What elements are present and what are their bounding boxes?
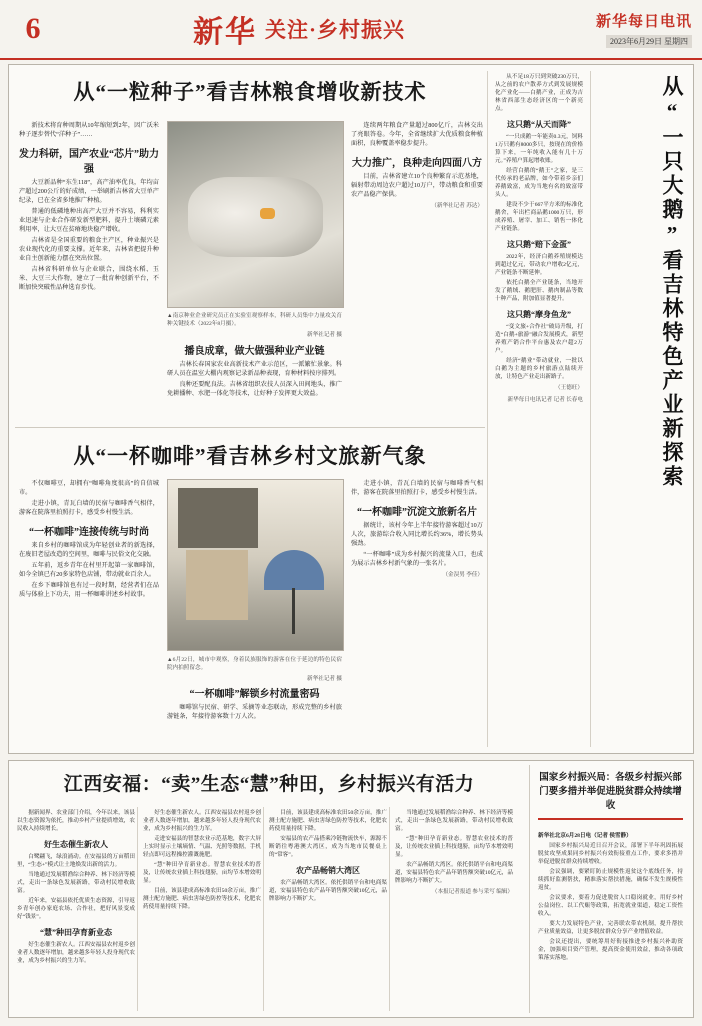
article3-column: [493, 73, 585, 745]
article2-subhead-3: “一杯咖啡”沉淀文旅新名片: [357, 507, 477, 518]
article1-subhead-2: 播良成章，做大做强种业产业链: [184, 346, 325, 357]
paper-name: 新华每日电讯: [595, 13, 692, 30]
article1-byline: （新华社记者 苏达）: [431, 203, 483, 209]
lower-divider-1: [137, 807, 138, 1011]
notice-p2: 会议强调，要紧盯防止规模性返贫这个底线任务，持续抓好监测帮扶，精准落实帮扶措施，确保不发生规模性返贫。: [538, 869, 683, 891]
article2-p7a: 走进小镇，青瓦白墙的民宿与咖啡香气相伴，游客在院落里拍照打卡，感受乡村慢生活。: [351, 480, 483, 496]
notice-p3: 会议要求，要着力促进脱贫人口稳岗就业，用好乡村公益岗位、以工代赈等政策，拓宽就业渠道，稳定工资性收入。: [538, 895, 683, 917]
article2: [15, 433, 485, 749]
article1-p7: 连续两年粮食产量超过800亿斤，吉林交出了亮眼答卷。今年，全省继续扩大优质粮食种植面积，良种覆盖率稳步提升。: [351, 122, 483, 147]
article4-col2: [143, 809, 261, 913]
article4-p9: 安福县的农产品搭乘冷链物流快车，源源不断销往粤港澳大湾区，成为当地市民餐桌上的“常客”。: [269, 836, 387, 858]
article1-p3: 吉林省是全国重要的粮食主产区，种业振兴是农业现代化的重要支撑。近年来，吉林省把提升种业自主创新能力摆在突出位置。: [19, 237, 159, 262]
lower-divider-3: [389, 807, 390, 1011]
article2-photo-umbrella-handle: [292, 588, 295, 634]
article3-p5: 2022年，经济白鹅养殖规模达到超过亿元，带动农户增收2亿元，产业链条不断延伸。: [495, 254, 583, 276]
article4-headline: 江西安福：“卖”生态“慧”种田，乡村振兴有活力: [63, 774, 475, 795]
notice-title: 国家乡村振兴局：各级乡村振兴部门要多措并举促进脱贫群众持续增收: [539, 773, 682, 811]
article4-p3b: 当地通过发展稻渔综合种养、林下经济等模式，走出一条绿色发展新路，带动村民增收致富。: [395, 810, 513, 832]
article3-subhead-3: 这只鹅“摩身鱼龙”: [507, 310, 571, 319]
lower-divider-2: [263, 807, 264, 1011]
article3-p3: 经营白鹅的“鹅王”之家，是三代传承的老品牌，如今带着乡亲们养鹅致富，成为当地有名的致富带头人。: [495, 168, 583, 198]
article4-col3: [269, 809, 387, 905]
article3-source: 新华每日电讯记者 记者 长春电: [507, 397, 583, 403]
article3-p8: 经济“鹅业”带动就业，一批以白鹅为主题的乡村旅游点陆续开放，让特色产业走出新路子。: [495, 358, 583, 380]
article1-p2: 普通的低磷地种出高产大豆并不容易，科利实业迅速与企业合作研发新型肥料，提升土壤磷元素利用率，让大豆在贫瘠地块稳产增收。: [19, 208, 159, 233]
notice-p4: 要大力发展特色产业，完善联农带农机制，提升帮扶产业质量效益，让更多脱贫群众分享产业增值收益。: [538, 921, 683, 935]
article2-subhead-2: “一杯咖啡”解锁乡村流量密码: [189, 689, 320, 700]
article3-p4: 建设不少于667平方米的标准化鹅舍，年出栏商品鹅1000万只，形成养殖、屠宰、加工、销售一体化产业链条。: [495, 202, 583, 232]
article-divider: [15, 427, 485, 428]
article2-p1: 不仅咖啡豆，却拥有“咖啡角度很高”的自信城市。: [19, 480, 159, 496]
article1: [15, 69, 485, 409]
article1-photo-hand: [188, 177, 323, 257]
article3-vertical-headline: 从“一只大鹅”看吉林特色产业新探索: [660, 75, 684, 489]
article2-p5: 在乡下咖啡馆也有过一段时期，经营者们在品质与体验上下功夫，用一杯咖啡讲述乡村故事。: [19, 582, 159, 598]
page-number: 6: [25, 12, 41, 45]
article4-p8: 目前，该县建成高标准农田50余万亩，推广测土配方施肥、病虫害绿色防控等技术，化肥农药使用量持续下降。: [269, 810, 387, 832]
article2-photo-roof: [178, 488, 258, 548]
article4-col1: [17, 809, 135, 967]
article4-p2: 白鹭翩飞，绿浪涌动。在安福县的万亩稻田里，“生态+”模式让土地焕发出新的活力。: [17, 854, 135, 868]
article4-p1: 据新闻界、农业部门介绍，今年以来，该县以生态资源为依托，推动乡村产业提质增效，农民收入持续增长。: [17, 810, 135, 832]
xinhua-logo: 新华: [192, 15, 257, 50]
article4-p5: 好生态催生新农人。江西安福县农村返乡创业者人数逐年增加，越来越多年轻人投身现代农业，成为乡村振兴的生力军。: [143, 810, 261, 832]
article3-subhead-1: 这只鹅“从天而降”: [507, 120, 571, 129]
article2-p2: 走进小镇，青瓦白墙的民宿与咖啡香气相伴，游客在院落里拍照打卡，感受乡村慢生活。: [19, 500, 159, 516]
article3-p1: 从不足18万只到突破230万只，从之前的农户散养方式到发展规模化产业化——白鹅产业，正成为吉林省西部生态经济区的一个新亮点。: [495, 74, 583, 112]
article1-p4: 吉林省科研单位与企业联合，围绕水稻、玉米、大豆三大作物，建立了一批育种创新平台，不断加快突破性品种选育步伐。: [19, 266, 159, 291]
article2-p7: 据统计，该村今年上半年接待游客超过10万人次，旅游综合收入同比增长约36%，增长势头强劲。: [351, 522, 483, 547]
notice-dateline: 新华社北京6月28日电（记者 侯雪静）: [538, 833, 632, 839]
article1-subhead-1: 发力科研，国产农业“芯片”助力强: [19, 149, 159, 175]
article2-byline: （金淏男 李佳）: [442, 572, 483, 578]
article2-headline: 从“一杯咖啡”看吉林乡村文旅新气象: [73, 444, 427, 468]
article4-p4: 近年来，安福县依托优质生态资源，引导返乡青年创办家庭农场、合作社，把好风景变成好“钱景”。: [17, 898, 135, 920]
notice-p1: 国家乡村振兴局近日召开会议，部署下半年巩固拓展脱贫攻坚成果同乡村振兴有效衔接重点工作，要求多措并举促进脱贫群众持续增收。: [538, 843, 683, 865]
article4-p7: “慧”种田孕育新业态。智慧农业技术的普及，让传统农业插上科技翅膀，亩均节本增效明显。: [143, 862, 261, 884]
article1-headline: 从“一粒种子”看吉林粮食增收新技术: [73, 80, 427, 104]
notice-p5: 会议还提出，要统筹用好衔接推进乡村振兴补助资金，加强项目资产管理，提高资金使用效益，推动各项政策落实落地。: [538, 939, 683, 961]
article3-p7: “变文旅+合作社”破局升级，打造“白鹅+旅游”融合发展模式，新型养殖产销合作平台惠及农户超2万户。: [495, 324, 583, 354]
article4-p10b: 农产品畅销大湾区。依托供销平台和电商渠道，安福县特色农产品年销售额突破10亿元，品牌影响力不断扩大。: [395, 862, 513, 884]
lower-section: [8, 760, 694, 1018]
notice-box: [529, 765, 689, 1013]
article1-p1: 大豆新品种“东生118”，高产油率优良，年均亩产超过200公斤的好成绩，一举刷新吉林省大豆单产纪录，已在全省多地推广种植。: [19, 179, 159, 204]
article2-photo-caption: ▲6月22日，城市中观察，身着民族服饰的游客在位于延边的特色民宿院内拍照留念。: [167, 657, 342, 671]
column-divider-right: [590, 71, 591, 747]
masthead-topic: 关注·乡村振兴: [264, 18, 405, 42]
article1-subhead-3: 大力推广，良种走向四面八方: [352, 158, 482, 169]
article1-p6: 良种还要配良法。吉林省组织农技人员深入田间地头，推广免耕播种、水肥一体化等技术，让好种子发挥更大效益。: [167, 381, 342, 397]
article2-photo: [167, 479, 344, 651]
article4-p8b: 目前，该县建成高标准农田50余万亩，推广测土配方施肥、病虫害绿色防控等技术，化肥农药使用量持续下降。: [143, 888, 261, 910]
article4-p5b: 好生态催生新农人。江西安福县农村返乡创业者人数逐年增加，越来越多年轻人投身现代农业，成为乡村振兴的生力军。: [17, 942, 135, 964]
article2-p8: “一杯咖啡”成为乡村振兴的流量入口，也成为展示吉林乡村新气象的一张名片。: [351, 551, 483, 567]
masthead-center: [56, 7, 542, 51]
article2-photo-credit: 新华社记者 摄: [307, 676, 342, 682]
article1-p8: 目前，吉林省建立10个良种繁育示范基地，辐射带动周边农户超过10万户，带动粮食和重要农产品稳产保供。: [351, 173, 483, 198]
article3-byline: （王德旺）: [555, 385, 583, 391]
article1-photo-seed: [260, 208, 275, 219]
article4-p6: 走进安福县的智慧农业示范基地，数字大屏上实时显示土壤墒情、气温、光照等数据，手机轻点即可远程操控灌溉施肥。: [143, 836, 261, 858]
article2-p6: 咖啡馆与民宿、研学、采摘等业态联动，形成完整的乡村旅游链条，年接待游客数十万人次。: [167, 704, 342, 720]
article4-p7b: “慧”种田孕育新业态。智慧农业技术的普及，让传统农业插上科技翅膀，亩均节本增效明显。: [395, 836, 513, 858]
article4-col4: [395, 809, 513, 895]
main-article-frame: [8, 64, 694, 754]
article4-subhead-1: 好生态催生新农人: [44, 840, 108, 849]
article4-p10: 农产品畅销大湾区。依托供销平台和电商渠道，安福县特色农产品年销售额突破10亿元，品牌影响力不断扩大。: [269, 880, 387, 902]
article1-photo-credit: 新华社记者 摄: [307, 332, 342, 338]
masthead-right: [542, 10, 692, 49]
column-divider-mid: [487, 71, 488, 747]
article1-photo-caption: ▲南京种业企业研究员正在实验室观察样本，科研人员集中力量攻关育种关键技术（2022年8月摄）。: [167, 313, 342, 327]
notice-rule: [538, 818, 683, 820]
article3-subhead-2: 这只鹅“赔下金蛋”: [507, 240, 571, 249]
article3-p2: “一只成鹅一年能卖0.3元，饲料1万只鹅有8000多只，按现在的价格算下来，一年纯收入能有几十万元。”养殖户算起增收账。: [495, 134, 583, 164]
article2-photo-wall: [186, 550, 248, 620]
article1-lead: 新技术将育种周期从10年缩短到2年，因广沃米种子逐步替代“洋种子”……: [19, 122, 159, 138]
article4-byline: （本报记者报道 参与采写 编辑）: [431, 889, 513, 895]
article1-p5: 吉林长春国家农业高新技术产业示范区，一派繁忙景象。科研人员在温室大棚内观察记录新品种表现，育种材料按序排列。: [167, 361, 342, 377]
masthead: [0, 0, 702, 60]
article2-subhead-1: “一杯咖啡”连接传统与时尚: [29, 527, 149, 538]
article2-p3: 来自乡村的咖啡馆成为年轻创业者的新选择，在废旧老屋改造的空间里，咖啡与民俗文化交融。: [19, 542, 159, 558]
article4-p3: 当地通过发展稻渔综合种养、林下经济等模式，走出一条绿色发展新路，带动村民增收致富。: [17, 872, 135, 894]
article4-subhead-3: 农产品畅销大湾区: [296, 866, 360, 875]
article4-subhead-2: “慧”种田孕育新业态: [40, 928, 112, 937]
article3-p6: 依托白鹅全产业链条，当地开发了鹅绒、鹅肥肝、鹅肉制品等数十种产品，附加值显著提升。: [495, 280, 583, 302]
article2-p4: 五年前，返乡青年在村里开起第一家咖啡馆，如今全镇已有20多家特色店铺，带动就业百余人。: [19, 562, 159, 578]
publish-date: 2023年6月29日 星期四: [606, 35, 692, 48]
article1-photo: [167, 121, 344, 308]
